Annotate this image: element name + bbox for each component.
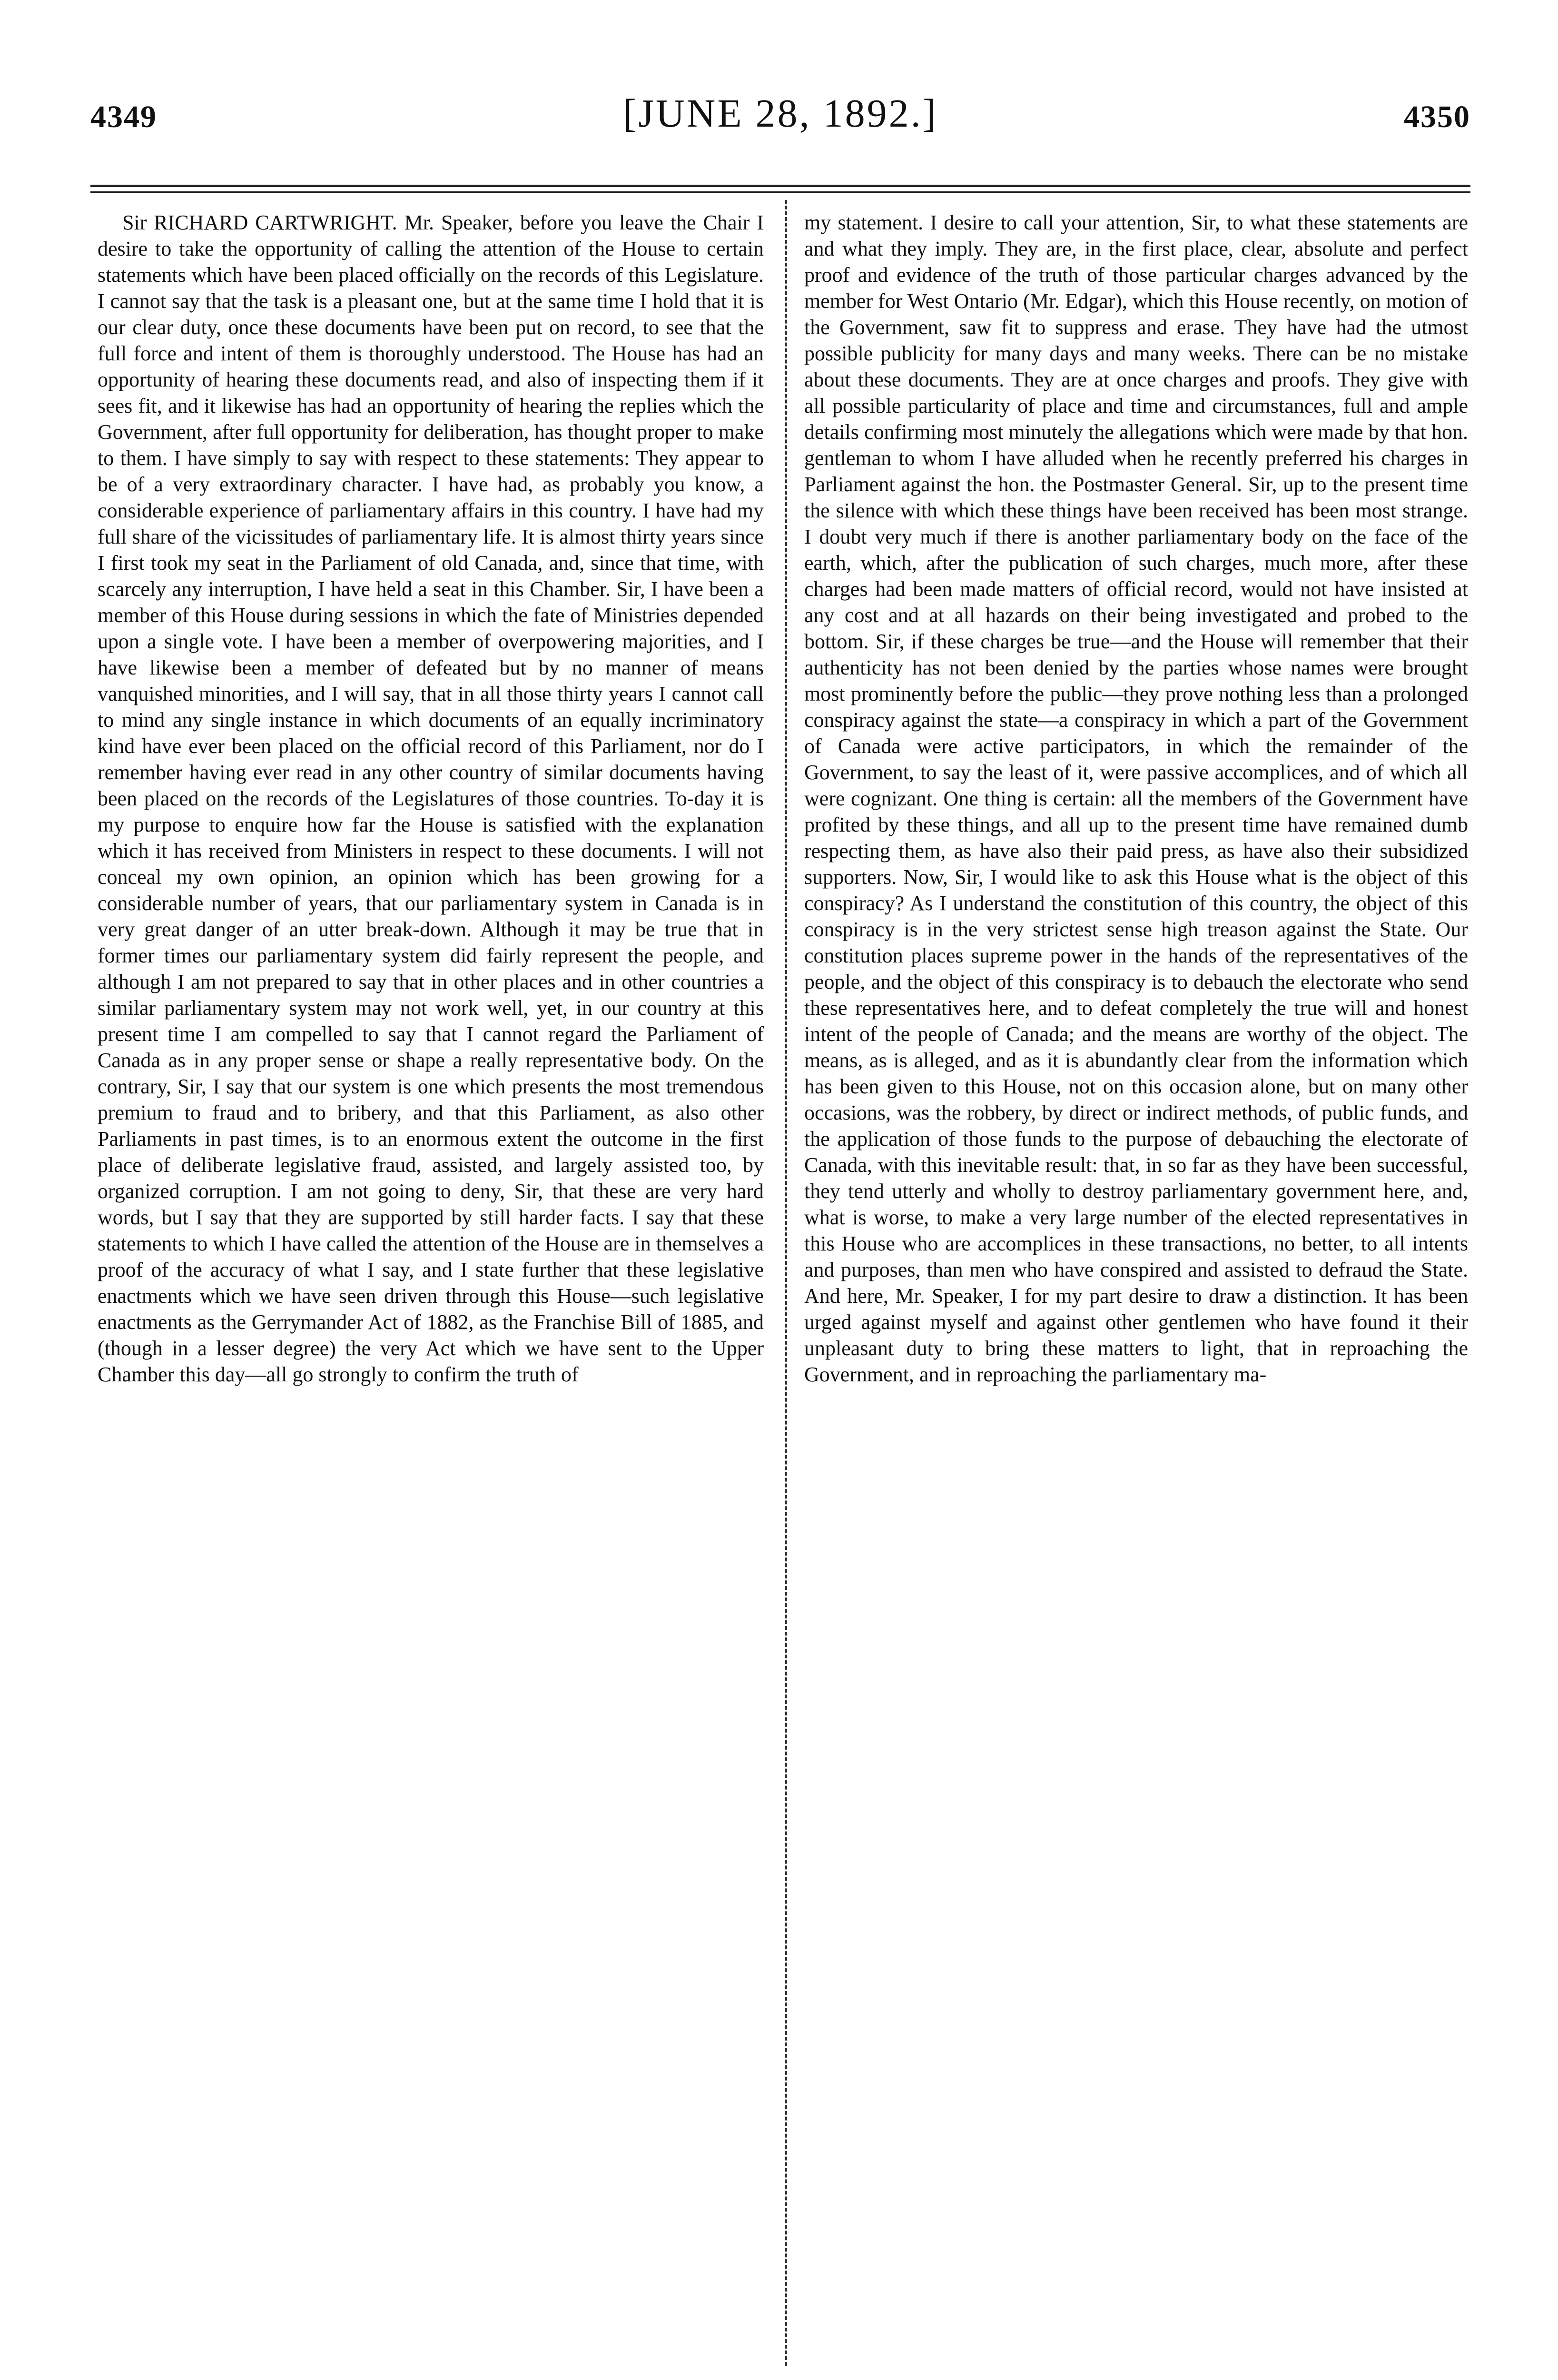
header-rule-thick bbox=[90, 185, 1470, 187]
right-column bbox=[804, 209, 1468, 2380]
page-number-left: 4349 bbox=[90, 99, 157, 134]
page-header bbox=[90, 90, 1470, 148]
column-divider bbox=[785, 200, 787, 2366]
page-number-right: 4350 bbox=[1404, 99, 1470, 134]
right-column-text: my statement. I desire to call your attention, Sir, to what these statements are and what they imply. They are, in the first place, clear, absolute and perfect proof and evidence of the truth of those particular charges advanced by the member for West Ontario (Mr. Edgar), which this House recently, on motion of the Government, saw fit to suppress and erase. They have had the utmost possible publicity for many days and many weeks. There can be no mistake about these documents. They are at once charges and proofs. They give with all possible particularity of place and time and circumstances, full and ample details confirming most minutely the allegations which were made by that hon. gentleman to whom I have alluded when he recently preferred his charges in Parliament against the hon. the Postmaster General. Sir, up to the present time the silence with which these things have been received has been most strange. I doubt very much if there is another parliamentary body on the face of the earth, which, after the publication of such charges, much more, after these charges had been made matters of official record, would not have insisted at any cost and at all hazards on their being investigated and probed to the bottom. Sir, if these charges be true—and the House will remember that their authenticity has not been denied by the parties whose names were brought most prominently before the public—they prove nothing less than a prolonged conspiracy against the state—a conspiracy in which a part of the Government of Canada were active participators, in which the remainder of the Government, to say the least of it, were passive accomplices, and of which all were cognizant. One thing is certain: all the members of the Government have profited by these things, and all up to the present time have remained dumb respecting them, as have also their paid press, as have also their subsidized supporters. Now, Sir, I would like to ask this House what is the object of this conspiracy? As I understand the constitution of this country, the object of this conspiracy is in the very strictest sense high treason against the State. Our constitution places supreme power in the hands of the representatives of the people, and the object of this conspiracy is to debauch the electorate who send these representatives here, and to defeat completely the true will and honest intent of the people of Canada; and the means are worthy of the object. The means, as is alleged, and as it is abundantly clear from the information which has been given to this House, not on this occasion alone, but on many other occasions, was the robbery, by direct or indirect methods, of public funds, and the application of those funds to the purpose of debauching the electorate of Canada, with this inevitable result: that, in so far as they have been successful, they tend utterly and wholly to destroy parliamentary government here, and, what is worse, to make a very large number of the elected representatives in this House who are accomplices in these transactions, no better, to all intents and purposes, than men who have conspired and assisted to defraud the State. And here, Mr. Speaker, I for my part desire to draw a distinction. It has been urged against myself and against other gentlemen who have found it their unpleasant duty to bring these matters to light, that in reproaching the Government, and in reproaching the parliamentary ma- bbox=[804, 211, 1468, 1386]
header-rule-thin bbox=[90, 191, 1470, 193]
page-date-title: [JUNE 28, 1892.] bbox=[623, 91, 938, 136]
left-column-text: Sir RICHARD CARTWRIGHT. Mr. Speaker, before you leave the Chair I desire to take the opportunity of calling the attention of the House to certain statements which have been placed officially on the records of this Legislature. I cannot say that the task is a pleasant one, but at the same time I hold that it is our clear duty, once these documents have been put on record, to see that the full force and intent of them is thoroughly understood. The House has had an opportunity of hearing these documents read, and also of inspecting them if it sees fit, and it likewise has had an opportunity of hearing the replies which the Government, after full opportunity for deliberation, has thought proper to make to them. I have simply to say with respect to these statements: They appear to be of a very extraordinary character. I have had, as probably you know, a considerable experience of parliamentary affairs in this country. I have had my full share of the vicissitudes of parliamentary life. It is almost thirty years since I first took my seat in the Parliament of old Canada, and, since that time, with scarcely any interruption, I have held a seat in this Chamber. Sir, I have been a member of this House during sessions in which the fate of Ministries depended upon a single vote. I have been a member of overpowering majorities, and I have likewise been a member of defeated but by no manner of means vanquished minorities, and I will say, that in all those thirty years I cannot call to mind any single instance in which documents of an equally incriminatory kind have ever been placed on the official record of this Parliament, nor do I remember having ever read in any other country of similar documents having been placed on the records of the Legislatures of those countries. To-day it is my purpose to enquire how far the House is satisfied with the explanation which it has received from Ministers in respect to these documents. I will not conceal my own opinion, an opinion which has been growing for a considerable number of years, that our parliamentary system in Canada is in very great danger of an utter break-down. Although it may be true that in former times our parliamentary system did fairly represent the people, and although I am not prepared to say that in other places and in other countries a similar parliamentary system may not work well, yet, in our country at this present time I am compelled to say that I cannot regard the Parliament of Canada as in any proper sense or shape a really representative body. On the contrary, Sir, I say that our system is one which presents the most tremendous premium to fraud and to bribery, and that this Parliament, as also other Parliaments in past times, is to an enormous extent the outcome in the first place of deliberate legislative fraud, assisted, and largely assisted too, by organized corruption. I am not going to deny, Sir, that these are very hard words, but I say that they are supported by still harder facts. I say that these statements to which I have called the attention of the House are in themselves a proof of the accuracy of what I say, and I state further that these legislative enactments which we have seen driven through this House—such legislative enactments as the Gerrymander Act of 1882, as the Franchise Bill of 1885, and (though in a lesser degree) the very Act which we have sent to the Upper Chamber this day—all go strongly to confirm the truth of bbox=[98, 211, 764, 1386]
left-column bbox=[98, 209, 764, 2380]
